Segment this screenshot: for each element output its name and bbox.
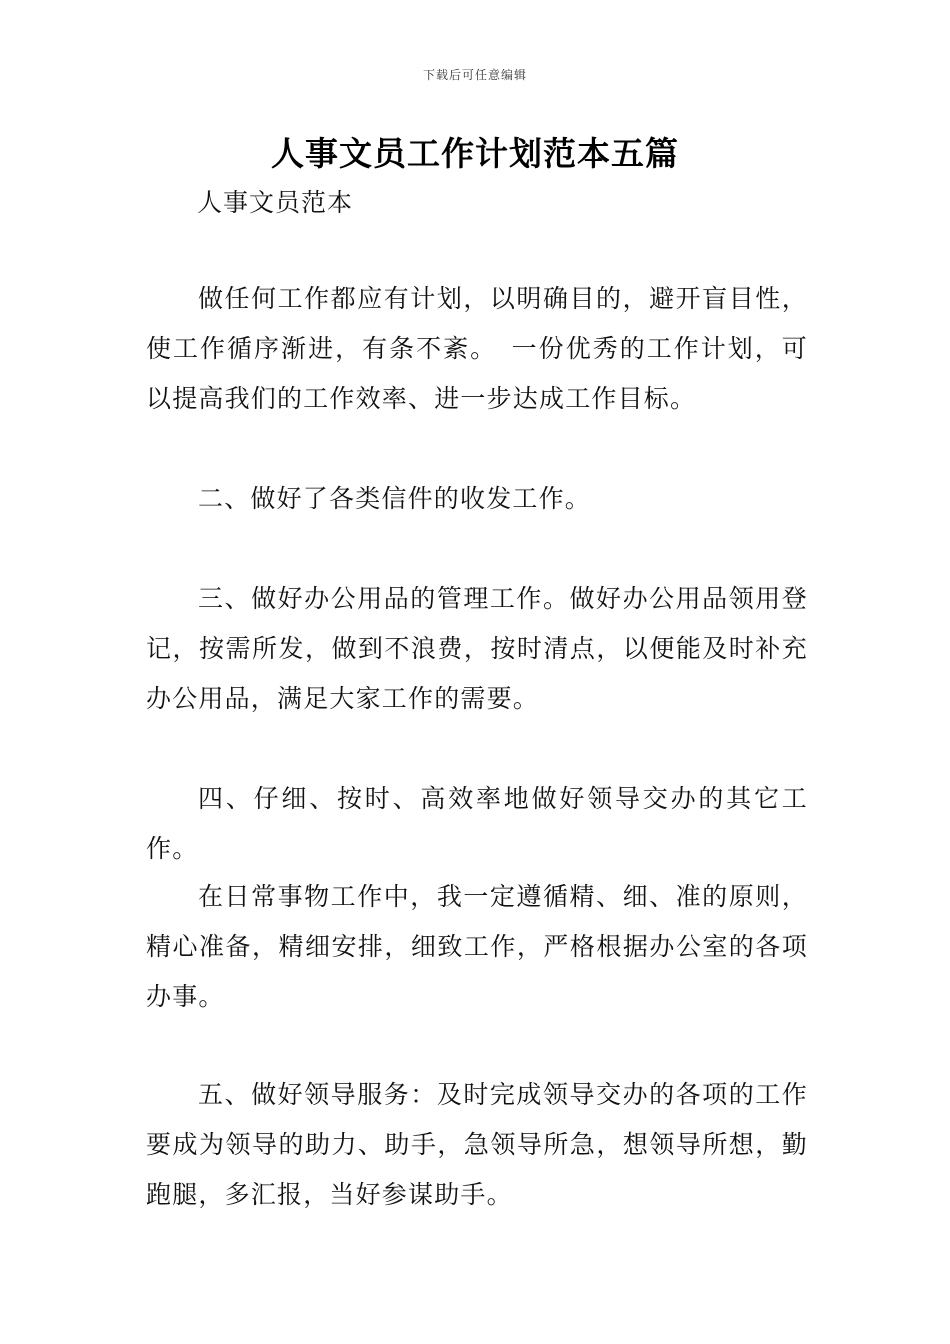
- paragraph-item-4: 四、仔细、按时、高效率地做好领导交办的其它工作。: [146, 784, 808, 863]
- paragraph-item-5: 五、做好领导服务：及时完成领导交办的各项的工作要成为领导的助力、助手，急领导所急，想领导所想，勤跑腿，多汇报，当好参谋助手。: [146, 1080, 808, 1209]
- header-note: 下载后可任意编辑: [422, 68, 527, 82]
- paragraph-item-3: 三、做好办公用品的管理工作。做好办公用品领用登记，按需所发，做到不浪费，按时清点，以便能及时补充办公用品，满足大家工作的需要。: [146, 584, 808, 713]
- paragraph-intro: 做任何工作都应有计划，以明确目的，避开盲目性，使工作循序渐进，有条不紊。 一份优秀的工作计划，可以提高我们的工作效率、进一步达成工作目标。: [146, 284, 808, 413]
- paragraph-daily-work: 在日常事物工作中，我一定遵循精、细、准的原则，精心准备，精细安排，细致工作，严格根据办公室的各项办事。: [146, 882, 808, 1011]
- paragraph-item-2: 二、做好了各类信件的收发工作。: [198, 484, 592, 513]
- document-subtitle: 人事文员范本: [197, 188, 354, 217]
- document-title: 人事文员工作计划范本五篇: [271, 134, 679, 173]
